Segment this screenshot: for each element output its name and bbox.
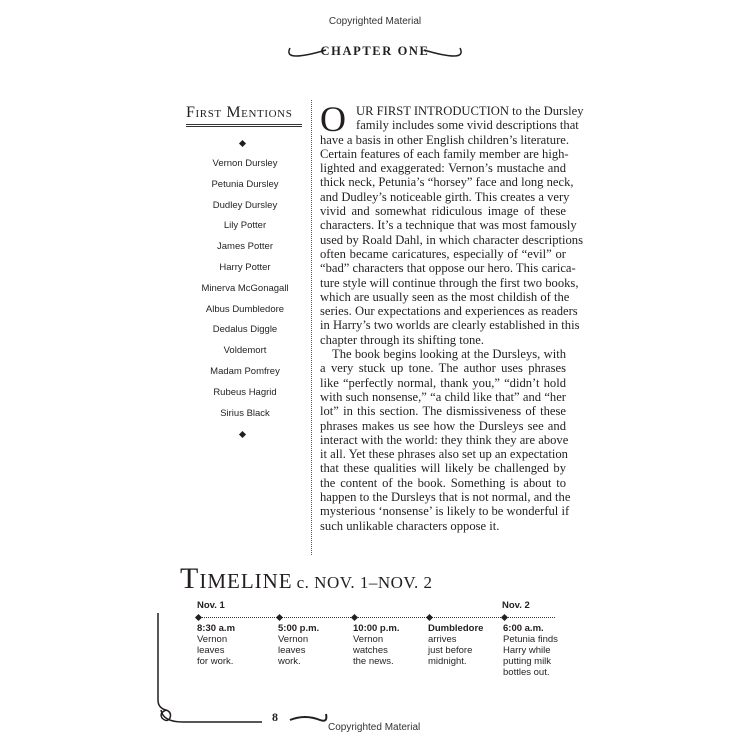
text-line: used by Roald Dahl, in which character descriptions — [320, 232, 583, 247]
mention-name: Vernon Dursley — [212, 158, 278, 169]
text-line: series. Our expectations and experiences as readers — [320, 304, 578, 319]
mention-name: Madam Pomfrey — [210, 366, 280, 377]
text-line: it all. Yet these phrases also set up an expectation — [320, 447, 568, 462]
text-line: family includes some vivid descriptions that — [356, 118, 579, 133]
text-line: lighted and exaggerated: Vernon’s mustache and — [320, 161, 566, 176]
copyright-notice-bottom: Copyrighted Material — [328, 722, 421, 733]
event-time: Dumbledore — [428, 623, 484, 634]
text-line: happen to the Dursleys that is not normal, and the — [320, 490, 571, 505]
mention-name: Rubeus Hagrid — [213, 386, 277, 398]
event-text: leaves — [278, 645, 306, 656]
timeline-date: Nov. 2 — [502, 600, 530, 611]
event-text: the news. — [353, 656, 394, 667]
mention-name: Dudley Dursley — [212, 199, 278, 211]
text-line: that these qualities will likely be challenged by — [320, 461, 566, 476]
chapter-heading: CHAPTER ONE — [320, 44, 430, 58]
text-line: Certain features of each family member are high- — [320, 146, 569, 161]
text-line: “bad” characters that oppose our hero. This carica- — [320, 261, 576, 276]
diamond-icon — [351, 614, 358, 621]
event-time: 10:00 p.m. — [353, 623, 400, 634]
event-text: Vernon — [197, 634, 228, 645]
text-line: mysterious ‘nonsense’ is likely to be wonderful if — [320, 504, 570, 519]
event-text: arrives — [428, 634, 457, 645]
event-text: leaves — [197, 645, 225, 656]
mention-name: Albus Dumbledore — [205, 303, 285, 315]
diamond-icon — [426, 614, 433, 621]
timeline-title — [180, 562, 432, 596]
mention-name: Lily Potter — [223, 220, 267, 232]
text-line: characters. It’s a technique that was most famously — [320, 218, 577, 233]
event-text: for work. — [197, 656, 234, 667]
mention-name: Dedalus Diggle — [212, 324, 278, 336]
event-text: Petunia finds — [503, 634, 558, 645]
column-divider — [311, 100, 312, 555]
text-line: thick neck, Petunia’s “horsey” face and long neck, — [320, 175, 574, 190]
mention-name: Harry Potter — [219, 262, 271, 273]
text-line: often became caricatures, especially of “evil” or — [320, 246, 566, 261]
text-line: such unlikable characters oppose it. — [320, 518, 500, 533]
timeline-event — [428, 623, 508, 667]
event-text: Harry while — [503, 645, 551, 656]
drop-cap: O — [320, 99, 346, 139]
event-text: midnight. — [428, 656, 467, 667]
text-line: with such nonsense,” “a child like that” and “her — [320, 389, 566, 404]
diamond-icon — [239, 140, 246, 147]
event-text: watches — [353, 645, 388, 656]
text-line: have a basis in other English children’s literature. — [320, 132, 570, 147]
text-line: in Harry’s two worlds are clearly established in this — [320, 318, 580, 333]
text-line: chapter through its shifting tone. — [320, 332, 485, 347]
timeline-date: Nov. 1 — [197, 600, 225, 611]
event-time: 6:00 a.m. — [503, 623, 544, 634]
mention-name: James Potter — [217, 241, 273, 253]
text-line: and Dudley’s noticeable girth. This creates a very — [320, 189, 570, 204]
event-text: putting milk — [503, 656, 552, 667]
event-text: work. — [278, 656, 301, 667]
mention-name: Petunia Dursley — [211, 178, 279, 190]
timeline-event — [353, 623, 433, 667]
event-text: Vernon — [278, 634, 309, 645]
sidebar-rule — [186, 124, 302, 127]
event-text: Vernon — [353, 634, 384, 645]
event-text: bottles out. — [503, 667, 550, 678]
timeline-heading: Timeline — [180, 562, 293, 595]
page-number: 8 — [272, 710, 278, 724]
mention-name: Sirius Black — [220, 407, 270, 419]
event-time: 8:30 a.m — [197, 623, 236, 634]
copyright-notice-top: Copyrighted Material — [328, 16, 422, 27]
text-line: like “perfectly normal, thank you,” “didn’t hold — [320, 375, 566, 390]
text-line: which are usually seen as the most childish of the — [320, 289, 570, 304]
text-line: lot” in this section. The dismissiveness of these — [320, 404, 566, 419]
text-line: vivid and somewhat ridiculous image of these — [320, 204, 566, 219]
event-time: 5:00 p.m. — [278, 623, 320, 634]
text-line: UR FIRST INTRODUCTION to the Dursley — [356, 104, 584, 118]
text-line: the content of the book. Something is about to — [320, 475, 566, 490]
mention-name: Voldemort — [223, 345, 267, 357]
text-line: ture style will continue through the first two books, — [320, 275, 579, 290]
timeline-range: c. NOV. 1–NOV. 2 — [296, 573, 433, 592]
mention-name: Minerva McGonagall — [201, 282, 289, 294]
diamond-icon — [239, 431, 246, 438]
diamond-icon — [501, 614, 508, 621]
timeline-event — [503, 623, 583, 678]
event-text: just before — [428, 645, 473, 656]
text-line: The book begins looking at the Dursleys, with — [332, 347, 566, 362]
text-line: a very stuck up tone. The author uses phrases — [320, 361, 566, 376]
text-line: interact with the world: they think they are above — [320, 432, 569, 447]
corner-flourish-icon — [145, 610, 345, 730]
sidebar-title: First Mentions — [186, 104, 293, 121]
text-line: phrases makes us see how the Dursleys see and — [320, 418, 566, 433]
body-text — [320, 99, 584, 533]
